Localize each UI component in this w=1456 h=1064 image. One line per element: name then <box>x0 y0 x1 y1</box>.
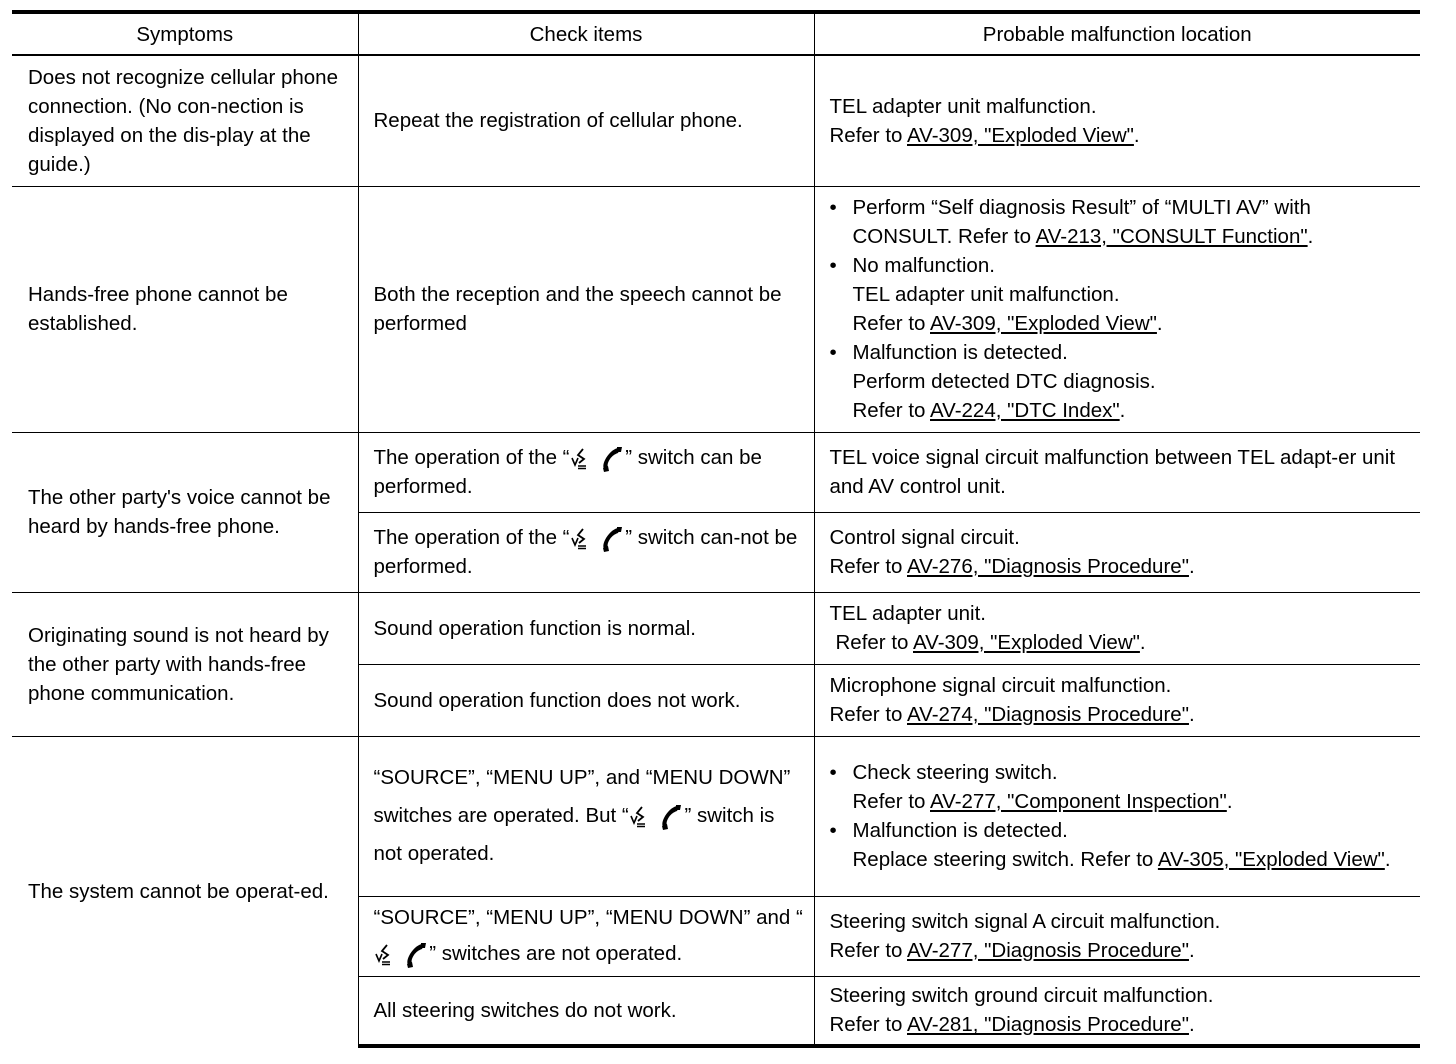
location-cell <box>814 592 1420 664</box>
check-text: “SOURCE”, “MENU UP”, “MENU DOWN” and “ <box>373 906 803 929</box>
ref-link-av309[interactable]: AV-309, "Exploded View" <box>913 631 1140 654</box>
location-bullets <box>830 758 1415 874</box>
refer-label: Refer to <box>852 312 926 335</box>
period: . <box>1188 555 1195 578</box>
period: . <box>1139 631 1146 654</box>
location-cell <box>814 512 1420 592</box>
phone-handset-icon <box>660 804 684 830</box>
voice-recognition-icon <box>629 804 655 830</box>
location-cell <box>814 186 1420 432</box>
period: . <box>1188 1013 1195 1037</box>
location-text: TEL adapter unit. <box>829 602 987 625</box>
table-row <box>12 592 1420 664</box>
check-text: “SOURCE”, “MENU UP”, and “MENU DOWN” switches are operated. But “ <box>373 766 791 827</box>
ref-link-av309[interactable]: AV-309, "Exploded View" <box>907 123 1134 147</box>
refer-label: Refer to <box>829 123 903 147</box>
refer-label: Refer to <box>829 939 903 962</box>
ref-link-av276[interactable]: AV-276, "Diagnosis Procedure" <box>907 555 1189 578</box>
location-cell <box>814 736 1420 896</box>
header-probable-location: Probable malfunction location <box>814 12 1420 55</box>
location-text: Control signal circuit. <box>829 526 1020 549</box>
location-cell <box>814 664 1420 736</box>
diagnosis-table-wrapper <box>12 10 1420 1048</box>
location-text: Microphone signal circuit malfunction. <box>829 674 1172 697</box>
voice-recognition-icon <box>570 446 596 472</box>
list-item <box>830 193 1415 251</box>
check-cell <box>358 736 814 896</box>
phone-handset-icon <box>405 942 429 968</box>
bullet-text: • Check steering switch. <box>852 761 1058 784</box>
list-item <box>830 816 1415 874</box>
check-cell <box>358 896 814 976</box>
ref-link-av274[interactable]: AV-274, "Diagnosis Procedure" <box>907 703 1189 726</box>
period: . <box>1188 703 1195 726</box>
header-symptoms: Symptoms <box>12 12 358 55</box>
ref-link-av305[interactable]: AV-305, "Exploded View" <box>1157 848 1385 871</box>
period: . <box>1188 939 1195 962</box>
check-cell: Both the reception and the speech cannot be performed <box>358 186 814 432</box>
check-cell: Repeat the registration of cellular phone. <box>358 55 814 186</box>
refer-label: Refer to <box>829 703 903 726</box>
location-cell <box>814 896 1420 976</box>
location-cell <box>814 55 1420 186</box>
table-row <box>12 736 1420 896</box>
period: . <box>1156 312 1163 335</box>
bullet-text: • Malfunction is detected. <box>852 341 1068 364</box>
location-text: TEL adapter unit malfunction. <box>829 94 1097 118</box>
refer-label: Refer to <box>829 1013 903 1037</box>
phone-handset-icon <box>601 446 625 472</box>
check-cell: All steering switches do not work. <box>358 976 814 1046</box>
list-item <box>830 338 1415 425</box>
check-text: ” switches are not operated. <box>429 942 683 965</box>
header-check-items: Check items <box>358 12 814 55</box>
location-cell: TEL voice signal circuit malfunction between TEL adapt-er unit and AV control unit. <box>814 432 1420 512</box>
bullet-text: Replace steering switch. Refer to <box>852 848 1154 871</box>
check-cell: Sound operation function does not work. <box>358 664 814 736</box>
location-cell <box>814 976 1420 1046</box>
location-bullets <box>830 193 1415 425</box>
refer-label: Refer to <box>852 790 926 813</box>
list-item <box>830 758 1415 816</box>
header-row <box>12 12 1420 55</box>
phone-handset-icon <box>601 526 625 552</box>
period: . <box>1119 399 1126 422</box>
check-cell <box>358 512 814 592</box>
ref-link-av224[interactable]: AV-224, "DTC Index" <box>930 399 1120 422</box>
symptom-cell: Originating sound is not heard by the other party with hands-free phone communication. <box>12 592 358 736</box>
period: . <box>1133 123 1140 147</box>
location-text: Steering switch signal A circuit malfunction. <box>829 910 1221 933</box>
bullet-text: • Malfunction is detected. <box>852 819 1068 842</box>
check-text: The operation of the “ <box>373 526 570 549</box>
symptom-cell: Hands-free phone cannot be established. <box>12 186 358 432</box>
refer-label: Refer to <box>829 555 903 578</box>
symptom-cell: Does not recognize cellular phone connection. (No con-nection is displayed on the dis-play at the guide.) <box>12 55 358 186</box>
voice-recognition-icon <box>570 526 596 552</box>
refer-label: Refer to <box>835 631 909 654</box>
bullet-text: • No malfunction. <box>852 254 995 277</box>
ref-link-av213[interactable]: AV-213, "CONSULT Function" <box>1035 225 1308 248</box>
check-text: ” switch can be performed. <box>373 446 762 498</box>
table-row <box>12 55 1420 186</box>
bullet-text: TEL adapter unit malfunction. <box>852 283 1120 306</box>
list-item <box>830 251 1415 338</box>
symptom-cell: The system cannot be operat-ed. <box>12 736 358 1046</box>
period: . <box>1226 790 1233 813</box>
period: . <box>1384 848 1391 871</box>
ref-link-av309[interactable]: AV-309, "Exploded View" <box>930 312 1157 335</box>
bullet-text: Perform detected DTC diagnosis. <box>852 370 1156 393</box>
check-cell: Sound operation function is normal. <box>358 592 814 664</box>
diagnosis-table <box>12 10 1420 1048</box>
check-text: ” switch can-not be performed. <box>373 526 798 578</box>
check-text: The operation of the “ <box>373 446 570 469</box>
refer-label: Refer to <box>852 399 926 422</box>
table-row <box>12 432 1420 512</box>
location-text: Steering switch ground circuit malfunction. <box>829 984 1214 1008</box>
check-cell <box>358 432 814 512</box>
voice-recognition-icon <box>374 942 400 968</box>
check-text: ” switch is not operated. <box>373 804 775 865</box>
symptom-cell: The other party's voice cannot be heard by hands-free phone. <box>12 432 358 592</box>
ref-link-av277-diagnosis[interactable]: AV-277, "Diagnosis Procedure" <box>907 939 1189 962</box>
bullet-text: Perform “Self diagnosis Result” of “MULTI AV” with CONSULT. Refer to <box>852 196 1311 248</box>
ref-link-av277-component[interactable]: AV-277, "Component Inspection" <box>930 790 1227 813</box>
period: . <box>1307 225 1314 248</box>
ref-link-av281[interactable]: AV-281, "Diagnosis Procedure" <box>907 1013 1189 1037</box>
table-row <box>12 186 1420 432</box>
